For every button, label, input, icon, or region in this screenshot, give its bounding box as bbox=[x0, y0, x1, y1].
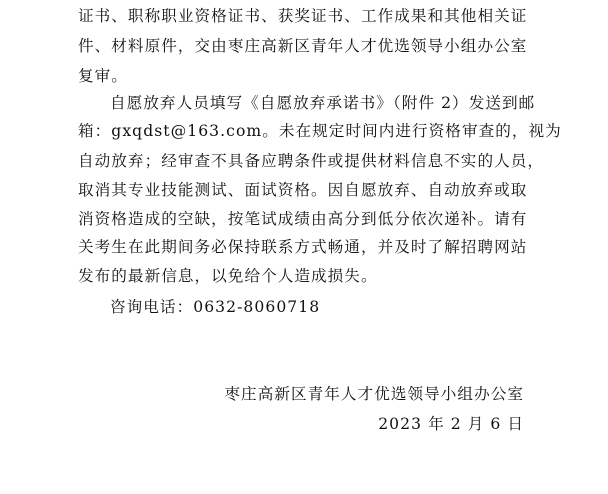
paragraph-line: 消资格造成的空缺，按笔试成绩由高分到低分依次递补。请有 bbox=[78, 210, 528, 228]
paragraph-line: 件、材料原件，交由枣庄高新区青年人才优选领导小组办公室 bbox=[78, 37, 528, 55]
paragraph-line: 证书、职称职业资格证书、获奖证书、工作成果和其他相关证 bbox=[78, 7, 528, 25]
paragraph-line: 箱：gxqdst@163.com。未在规定时间内进行资格审查的，视为 bbox=[78, 122, 562, 140]
paragraph-line: 自愿放弃人员填写《自愿放弃承诺书》（附件 2）发送到邮 bbox=[110, 94, 536, 112]
contact-phone: 咨询电话：0632-8060718 bbox=[110, 298, 321, 316]
paragraph-line: 发布的最新信息，以免给个人造成损失。 bbox=[78, 267, 378, 285]
paragraph-line: 关考生在此期间务必保持联系方式畅通，并及时了解招聘网站 bbox=[78, 238, 528, 256]
signature-date: 2023 年 2 月 6 日 bbox=[378, 415, 524, 433]
signature-organization: 枣庄高新区青年人才优选领导小组办公室 bbox=[224, 385, 524, 403]
paragraph-line: 取消其专业技能测试、面试资格。因自愿放弃、自动放弃或取 bbox=[78, 181, 528, 199]
paragraph-line: 复审。 bbox=[78, 67, 128, 85]
paragraph-line: 自动放弃；经审查不具备应聘条件或提供材料信息不实的人员， bbox=[78, 152, 545, 170]
